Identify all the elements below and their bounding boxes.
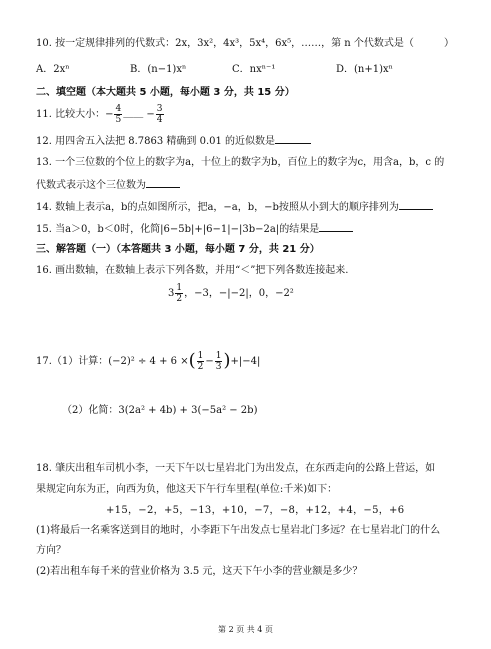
question-11 <box>36 104 165 125</box>
question-10-stem: 10. 按一定规律排列的代数式：2x，3x²，4x³，5x⁴，6x⁵，……，第 n 个代数式是（ <box>36 38 414 49</box>
close-paren: ) <box>223 350 231 371</box>
answer-blank <box>275 133 311 144</box>
section-2-heading: 二、填空题（本大题共 5 小题，每小题 3 分，共 15 分） <box>36 87 295 98</box>
open-paren: ( <box>188 350 196 371</box>
question-10-option-d: D．(n+1)xⁿ <box>336 64 393 75</box>
question-18-sub-1-line-1: (1)将最后一名乘客送到目的地时，小李距下午出发点七星岩北门多远？在七星岩北门的什么 <box>36 525 441 536</box>
fraction-denominator: 2 <box>176 294 183 304</box>
question-17-part-2: （2）化简：3(2a² + 4b) + 3(−5a² − 2b) <box>62 405 258 416</box>
mixed-number-whole: 3 <box>168 288 175 299</box>
question-17-part-1-prefix: 17.（1）计算：(−2)² ÷ 4 + 6 × <box>36 355 189 367</box>
question-16-rest: ，−3，−|−2|，0，−2² <box>184 288 294 299</box>
question-18-sub-1-line-2: 方向？ <box>36 545 66 556</box>
fraction-numerator: 4 <box>115 104 122 114</box>
question-16-numbers <box>168 283 294 304</box>
question-14-text: 14. 数轴上表示a，b的点如图所示，把a，−a，b，−b按照从小到大的顺序排列为 <box>36 202 399 213</box>
question-18-line-2: 果规定向东为正，向西为负，他这天下午行车里程(单位:千米)如下： <box>36 484 338 495</box>
question-13-line-1: 13. 一个三位数的个位上的数字为a，十位上的数字为b，百位上的数字为c，用含a，b，c 的 <box>36 157 445 168</box>
fraction-a <box>197 351 205 372</box>
question-11-fraction-1 <box>114 104 122 125</box>
fraction-numerator: 1 <box>215 350 222 361</box>
question-18-sub-2: (2)若出租车每千米的营业价格为 3.5 元，这天下午小李的营业额是多少？ <box>36 566 363 577</box>
question-14 <box>36 199 433 215</box>
section-3-heading: 三、解答题（一）（本答题共 3 小题，每小题 7 分，共 21 分） <box>36 244 320 255</box>
question-11-prefix: 11. 比较大小：− <box>36 109 114 120</box>
question-10-close-paren: ） <box>443 38 454 49</box>
question-12-text: 12. 用四舍五入法把 8.7863 精确到 0.01 的近似数是 <box>36 136 276 147</box>
question-10-option-a: A．2xⁿ <box>36 64 70 75</box>
question-10-option-b: B．(n−1)xⁿ <box>130 64 187 75</box>
question-18-line-1: 18. 肇庆出租车司机小李，一天下午以七星岩北门为出发点，在东西走向的公路上营运，如 <box>36 463 436 474</box>
question-18-distances: +15，−2，+5，−13，+10，−7，−8，+12，+4，−5，+6 <box>106 505 405 516</box>
fraction-b <box>215 351 223 372</box>
answer-blank <box>146 177 180 188</box>
question-12 <box>36 133 311 149</box>
question-17-part-1-suffix: +|−4| <box>230 355 261 367</box>
question-11-fraction-2 <box>156 104 164 125</box>
answer-blank <box>319 221 353 232</box>
question-10 <box>36 38 454 51</box>
fraction-numerator: 1 <box>176 283 183 293</box>
fraction-denominator: 4 <box>156 115 163 125</box>
question-15 <box>36 221 353 237</box>
fraction-denominator: 2 <box>197 361 204 372</box>
mixed-number-fraction <box>175 283 183 304</box>
question-13-line-2 <box>36 177 180 193</box>
question-16-stem: 16. 画出数轴，在数轴上表示下列各数，并用“＜”把下列各数连接起来. <box>36 265 349 276</box>
fraction-denominator: 5 <box>115 115 122 125</box>
page-footer: 第 2 页 共 4 页 <box>218 625 273 634</box>
minus-sign: − <box>205 355 214 367</box>
fraction-numerator: 3 <box>156 104 163 114</box>
question-10-option-c: C．nxⁿ⁻¹ <box>232 64 276 75</box>
answer-blank <box>399 199 433 210</box>
question-13-line-2-text: 代数式表示这个三位数为 <box>36 180 146 191</box>
question-17-part-1 <box>36 350 260 373</box>
fraction-denominator: 3 <box>215 361 222 372</box>
fraction-numerator: 1 <box>197 350 204 361</box>
question-11-middle: ＿＿ − <box>123 109 155 120</box>
question-15-text: 15. 当a＞0，b＜0时，化简|6−5b|+|6−1|−|3b−2a|的结果是 <box>36 224 320 235</box>
